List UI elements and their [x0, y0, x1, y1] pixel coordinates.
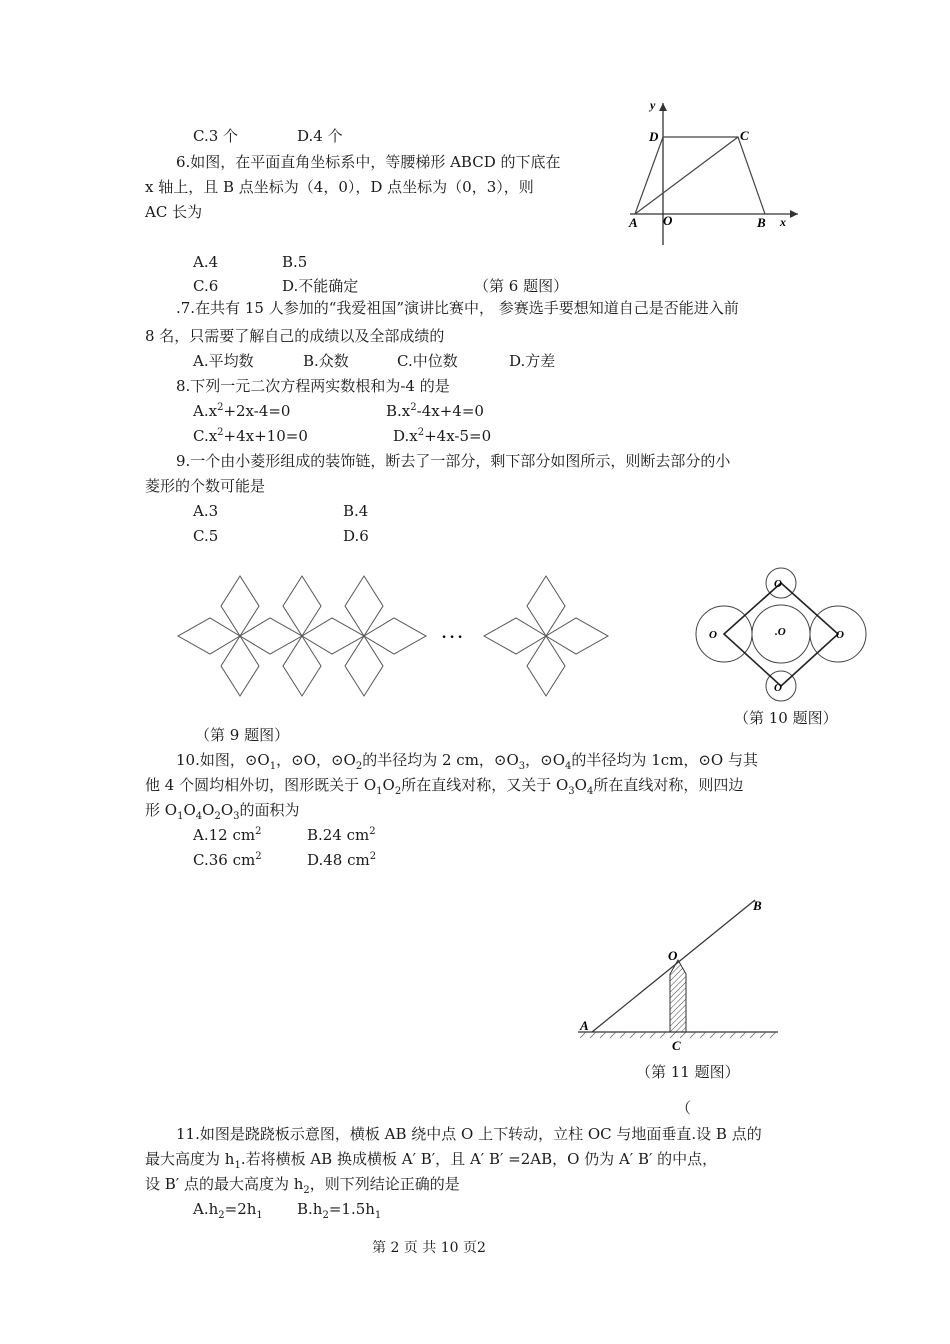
q11-fig-label-o: O — [668, 948, 678, 963]
q7-option-b: B.众数 — [303, 352, 349, 370]
q8-option-b: $B.x^2-4x+4=0$ — [386, 402, 484, 420]
q9-option-d: D.6 — [343, 527, 369, 545]
q10-fig-label-o1: O — [709, 629, 717, 641]
q6-fig-label-o: O — [663, 213, 673, 228]
q9-option-a: A.3 — [193, 502, 219, 520]
q11-option-b: $B.h_2=1.5h_1$ — [297, 1200, 382, 1221]
q9-option-c: C.5 — [193, 527, 219, 545]
q11-stem-line3: 设 B′ 点的最大高度为 $h_2$，则下列结论正确的是 — [145, 1175, 460, 1196]
q11-stem-line2: 最大高度为 $h_1$.若将横板 AB 换成横板 A′ B′，且 A′ B′ =2AB，O 仍为 A′ B′ 的中点， — [145, 1150, 718, 1171]
q6-stem-line2: x 轴上，且 B 点坐标为（4，0），D 点坐标为（0，3），则 — [145, 178, 534, 196]
q9-stem-line1: 9.一个由小菱形组成的装饰链，断去了一部分，剩下部分如图所示，则断去部分的小 — [176, 452, 731, 470]
q6-figure-caption: （第 6 题图） — [474, 277, 569, 295]
q9-ellipsis: · · · — [442, 629, 462, 646]
q11-seesaw-figure — [572, 892, 792, 1057]
q11-fig-label-c: C — [672, 1038, 681, 1053]
q6-option-c: C.6 — [193, 277, 219, 295]
q11-fig-label-a: A — [580, 1018, 589, 1033]
q6-stem-line1: 6.如图，在平面直角坐标系中，等腰梯形 ABCD 的下底在 — [176, 153, 561, 171]
q9-option-b: B.4 — [343, 502, 369, 520]
q10-figure-caption: （第 10 题图） — [734, 709, 838, 727]
q6-option-a: A.4 — [193, 253, 219, 271]
page-footer: 第 2 页 共 10 页2 — [372, 1240, 486, 1256]
q11-figure-caption: （第 11 题图） — [636, 1063, 740, 1081]
q8-option-d: $D.x^2+4x-5=0$ — [393, 427, 492, 445]
q6-stem-line3: AC 长为 — [145, 203, 203, 221]
q6-fig-label-x: x — [780, 215, 786, 229]
q7-option-a: A.平均数 — [193, 352, 254, 370]
q6-fig-label-c: C — [740, 128, 749, 143]
q7-option-c: C.中位数 — [397, 352, 458, 370]
q10-option-b: B.24 $cm^2$ — [307, 826, 376, 844]
q9-figure-caption: （第 9 题图） — [195, 726, 290, 744]
q11-option-a: $A.h_2=2h_1$ — [193, 1200, 263, 1221]
q8-option-a: $A.x^2+2x-4=0$ — [193, 402, 291, 420]
q10-option-d: D.48 $cm^2$ — [307, 851, 377, 869]
q5-option-d: D.4 个 — [297, 127, 343, 145]
q10-stem-line2: 他 4 个圆均相外切，图形既关于 $O_1O_2$所在直线对称，又关于 $O_3O_4$所在直线对称，则四边 — [145, 776, 744, 797]
q6-trapezoid-figure — [620, 95, 810, 250]
q6-fig-label-y: y — [650, 98, 656, 112]
q10-fig-label-o3: O — [774, 578, 782, 590]
q10-fig-label-o: .O — [775, 626, 786, 638]
q10-option-a: A.12 $cm^2$ — [193, 826, 262, 844]
q8-option-c: $C.x^2+4x+10=0$ — [193, 427, 308, 445]
q9-rhombus-chain-figure — [170, 568, 615, 703]
q7-option-d: D.方差 — [509, 352, 556, 370]
q8-stem: 8.下列一元二次方程两实数根和为-4 的是 — [176, 377, 450, 395]
q6-fig-label-a: A — [629, 215, 638, 230]
q11-stem-line1: 11.如图是跷跷板示意图，横板 AB 绕中点 O 上下转动，立柱 OC 与地面垂直.设 B 点的 — [176, 1125, 762, 1143]
q6-option-b: B.5 — [282, 253, 308, 271]
q7-stem-line2: 8 名，只需要了解自己的成绩以及全部成绩的 — [145, 327, 445, 345]
q9-stem-line2: 菱形的个数可能是 — [145, 477, 266, 495]
stray-bracket: （ — [676, 1099, 692, 1117]
q11-fig-label-b: B — [753, 898, 762, 913]
q5-option-c: C.3 个 — [193, 127, 239, 145]
q10-stem-line3: 形 $O_1O_4O_2O_3$的面积为 — [145, 801, 300, 822]
q6-fig-label-b: B — [757, 215, 766, 230]
q6-fig-label-d: D — [649, 129, 659, 144]
q10-fig-label-o4: O — [774, 682, 782, 694]
q10-option-c: C.36 $cm^2$ — [193, 851, 262, 869]
q7-stem-line1: .7.在共有 15 人参加的“我爱祖国”演讲比赛中， 参赛选手要想知道自己是否能进入前 — [176, 299, 739, 317]
q10-fig-label-o2: O — [836, 629, 844, 641]
q10-circles-figure — [693, 565, 868, 703]
q6-option-d: D.不能确定 — [282, 277, 359, 295]
q10-stem-line1: 10.如图，$⊙O_1$，⊙O，$⊙O_2$的半径均为 2 cm，$⊙O_3$，$⊙O_4$的半径均为 1cm，⊙O 与其 — [176, 751, 758, 772]
